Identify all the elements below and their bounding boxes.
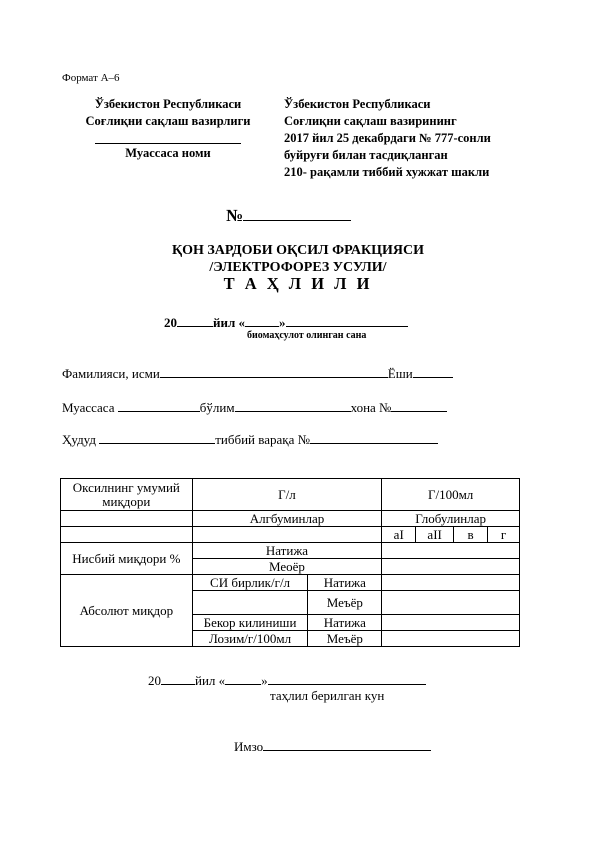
signature-label: Имзо (234, 739, 264, 754)
sample-quote-close: » (279, 315, 286, 330)
header-right-line5: 210- рақамли тиббий хужжат шакли (284, 165, 490, 179)
signature-line (234, 737, 431, 755)
si-result-label: Натижа (308, 575, 382, 591)
result-year-word: йил « (195, 673, 226, 688)
albumins-label: Алгбуминлар (192, 511, 382, 527)
department-label: бўлим (199, 400, 235, 415)
result-value-cell[interactable] (382, 543, 520, 559)
absolute-amount-label: Абсолют миқдор (61, 575, 193, 647)
format-label: Формат А–6 (62, 72, 120, 84)
result-year-field[interactable] (161, 671, 195, 685)
si-result-value-cell[interactable] (382, 575, 520, 591)
blank-cell[interactable] (61, 527, 193, 543)
header-right-line2: Соғлиқни сақлаш вазирининг (284, 114, 457, 128)
si-norm-label: Меъёр (308, 591, 382, 615)
result-year-prefix: 20 (148, 673, 161, 688)
room-label: хона № (350, 400, 392, 415)
header-right-line1: Ўзбекистон Республикаси (284, 97, 431, 111)
blank-cell[interactable] (192, 591, 308, 615)
age-label: Ёши (387, 366, 413, 381)
globulin-a2-label: aII (416, 527, 454, 543)
sample-year-word: йил « (213, 315, 246, 330)
cancel-result-value-cell[interactable] (382, 615, 520, 631)
norm-label: Меоёр (192, 559, 382, 575)
institution-row (62, 398, 447, 416)
unit-gl: Г/л (192, 479, 382, 511)
required-norm-label: Меъёр (308, 631, 382, 647)
title-line2: /ЭЛЕКТРОФОРЕЗ УСУЛИ/ (209, 260, 387, 275)
document-number (226, 204, 351, 226)
surname-row (62, 364, 453, 382)
unit-g100ml: Г/100мл (382, 479, 520, 511)
number-sign: № (226, 206, 244, 225)
sample-year-field[interactable] (177, 313, 213, 327)
medical-card-field[interactable] (310, 430, 438, 444)
sample-date-line (164, 313, 408, 331)
blank-cell[interactable] (192, 527, 382, 543)
surname-label: Фамилияси, исми (62, 366, 160, 381)
department-field[interactable] (235, 398, 351, 412)
result-date-caption: таҳлил берилган кун (270, 688, 385, 703)
globulin-a1-label: aI (382, 527, 416, 543)
header-left (64, 96, 272, 162)
signature-field[interactable] (263, 737, 431, 751)
institution-name-line[interactable] (95, 143, 241, 144)
si-norm-value-cell[interactable] (382, 591, 520, 615)
sample-date-caption: биомаҳсулот олинган сана (247, 330, 367, 341)
results-table (60, 478, 520, 647)
room-field[interactable] (391, 398, 447, 412)
result-date-line (148, 671, 426, 689)
header-right (284, 96, 491, 181)
title-line1: ҚОН ЗАРДОБИ ОҚСИЛ ФРАКЦИЯСИ (171, 243, 425, 258)
result-month-field[interactable] (268, 671, 426, 685)
header-left-line1: Ўзбекистон Республикаси (94, 97, 242, 111)
blank-cell[interactable] (61, 511, 193, 527)
relative-amount-label: Нисбий миқдори % (61, 543, 193, 575)
header-left-line3: Муассаса номи (125, 146, 211, 160)
globulins-label: Глобулинлар (382, 511, 520, 527)
required-norm-value-cell[interactable] (382, 631, 520, 647)
result-label: Натижа (192, 543, 382, 559)
age-field[interactable] (413, 364, 453, 378)
sample-month-field[interactable] (286, 313, 408, 327)
district-row (62, 430, 438, 448)
norm-value-cell[interactable] (382, 559, 520, 575)
globulin-b-label: в (454, 527, 488, 543)
si-unit-label: СИ бирлик/г/л (192, 575, 308, 591)
header-right-line3: 2017 йил 25 декабрдаги № 777-сонли (284, 131, 491, 145)
sample-year-prefix: 20 (164, 315, 177, 330)
cancel-label: Бекор килиниши (192, 615, 308, 631)
result-day-field[interactable] (225, 671, 261, 685)
header-right-line4: буйруғи билан тасдиқланган (284, 148, 448, 162)
header-left-line2: Соғлиқни сақлаш вазирлиги (85, 114, 251, 128)
institution-label: Муассаса (62, 400, 115, 415)
title-line3: Т А Ҳ Л И Л И (223, 274, 373, 293)
institution-field[interactable] (118, 398, 200, 412)
total-protein-label: Оксилнинг умумий миқдори (61, 479, 193, 511)
cancel-result-label: Натижа (308, 615, 382, 631)
district-label: Ҳудуд (62, 432, 96, 447)
district-field[interactable] (99, 430, 215, 444)
medical-card-label: тиббий варақа № (215, 432, 311, 447)
result-quote-close: » (261, 673, 268, 688)
surname-field[interactable] (160, 364, 388, 378)
globulin-g-label: г (488, 527, 520, 543)
sample-day-field[interactable] (245, 313, 279, 327)
required-label: Лозим/г/100мл (192, 631, 308, 647)
number-field[interactable] (243, 204, 351, 221)
